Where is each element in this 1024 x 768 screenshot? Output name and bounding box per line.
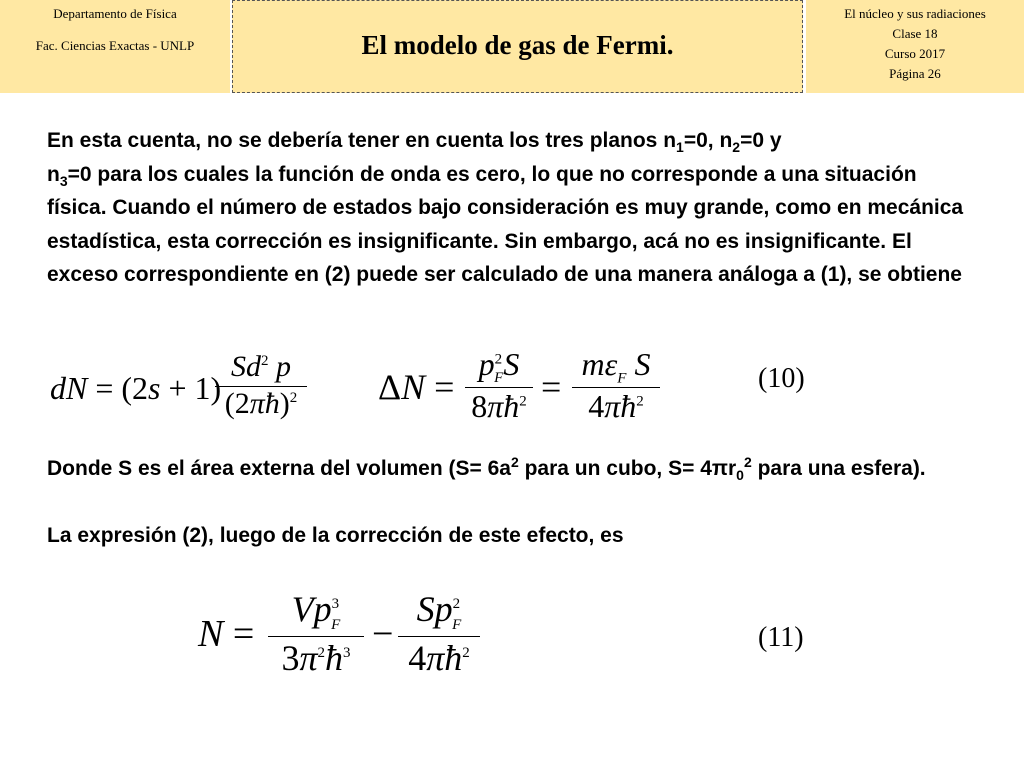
paragraph-2 [47,452,977,486]
subscript: 1 [676,139,684,156]
text: =0 y [740,129,782,152]
equation-number-11: (11) [758,622,804,653]
class-number: Clase 18 [892,26,938,41]
text: n [47,162,60,186]
header-left-box [0,0,230,93]
minus-sign: − [372,613,394,655]
equation-dn-fraction: Sd$^2$ p (2πħ)$^2$ [215,350,307,421]
text: En esta cuenta, no se debería tener en cuenta los tres planos n [47,129,677,152]
equation-number-10: (10) [758,363,805,394]
equation-n-fraction-2: $Sp^2_F$ $4\pi ħ^2$ [398,588,480,679]
equation-delta-n-fraction-2: $m\varepsilon_F$ S $4\pi ħ^2$ [572,346,660,425]
page-number: Página 26 [889,66,941,81]
course-name: El núcleo y sus radiaciones [844,6,986,21]
superscript: 2 [743,454,752,470]
subscript: 2 [732,139,741,156]
header-title-box [232,0,803,93]
equation-dn-lhs: dN = (2s + 1) [50,370,222,406]
department-label: Departamento de Física [53,6,177,21]
page-title: El modelo de gas de Fermi. [361,30,674,60]
subscript: 0 [736,467,744,484]
header-right-box [806,0,1024,93]
text: =0, n [683,129,733,152]
equation-n-fraction-1: $Vp^3_F$ $3\pi^2ħ^3$ [268,588,364,679]
text: =0 para los cuales la función de onda es cero, lo que no corresponde a una situación física. Cuando el número de estados bajo consideración es muy grande, como en mecánica estadística, esta corrección es insignificante. Sin embargo, acá no es insignificante. El exceso correspondiente en (2) puede ser calculado de una manera análoga a (1), se obtiene [47,162,964,286]
subscript: 3 [59,172,68,189]
text: para una esfera). [751,457,926,480]
text: Donde S es el área externa del volumen (S= 6a [47,457,511,480]
course-year: Curso 2017 [884,46,946,61]
faculty-label: Fac. Ciencias Exactas - UNLP [35,38,195,53]
paragraph-3: La expresión (2), luego de la corrección de este efecto, es [47,524,624,547]
equals-sign: = [541,367,562,407]
superscript: 2 [510,454,519,470]
equation-n-lhs: N = [198,613,255,655]
paragraph-1 [47,124,977,292]
equation-delta-n-lhs: ΔN = [378,367,455,407]
equation-delta-n-fraction-1: $p^2_FS$ $8\pi ħ^2$ [465,346,533,425]
text: para un cubo, S= 4πr [518,457,737,480]
